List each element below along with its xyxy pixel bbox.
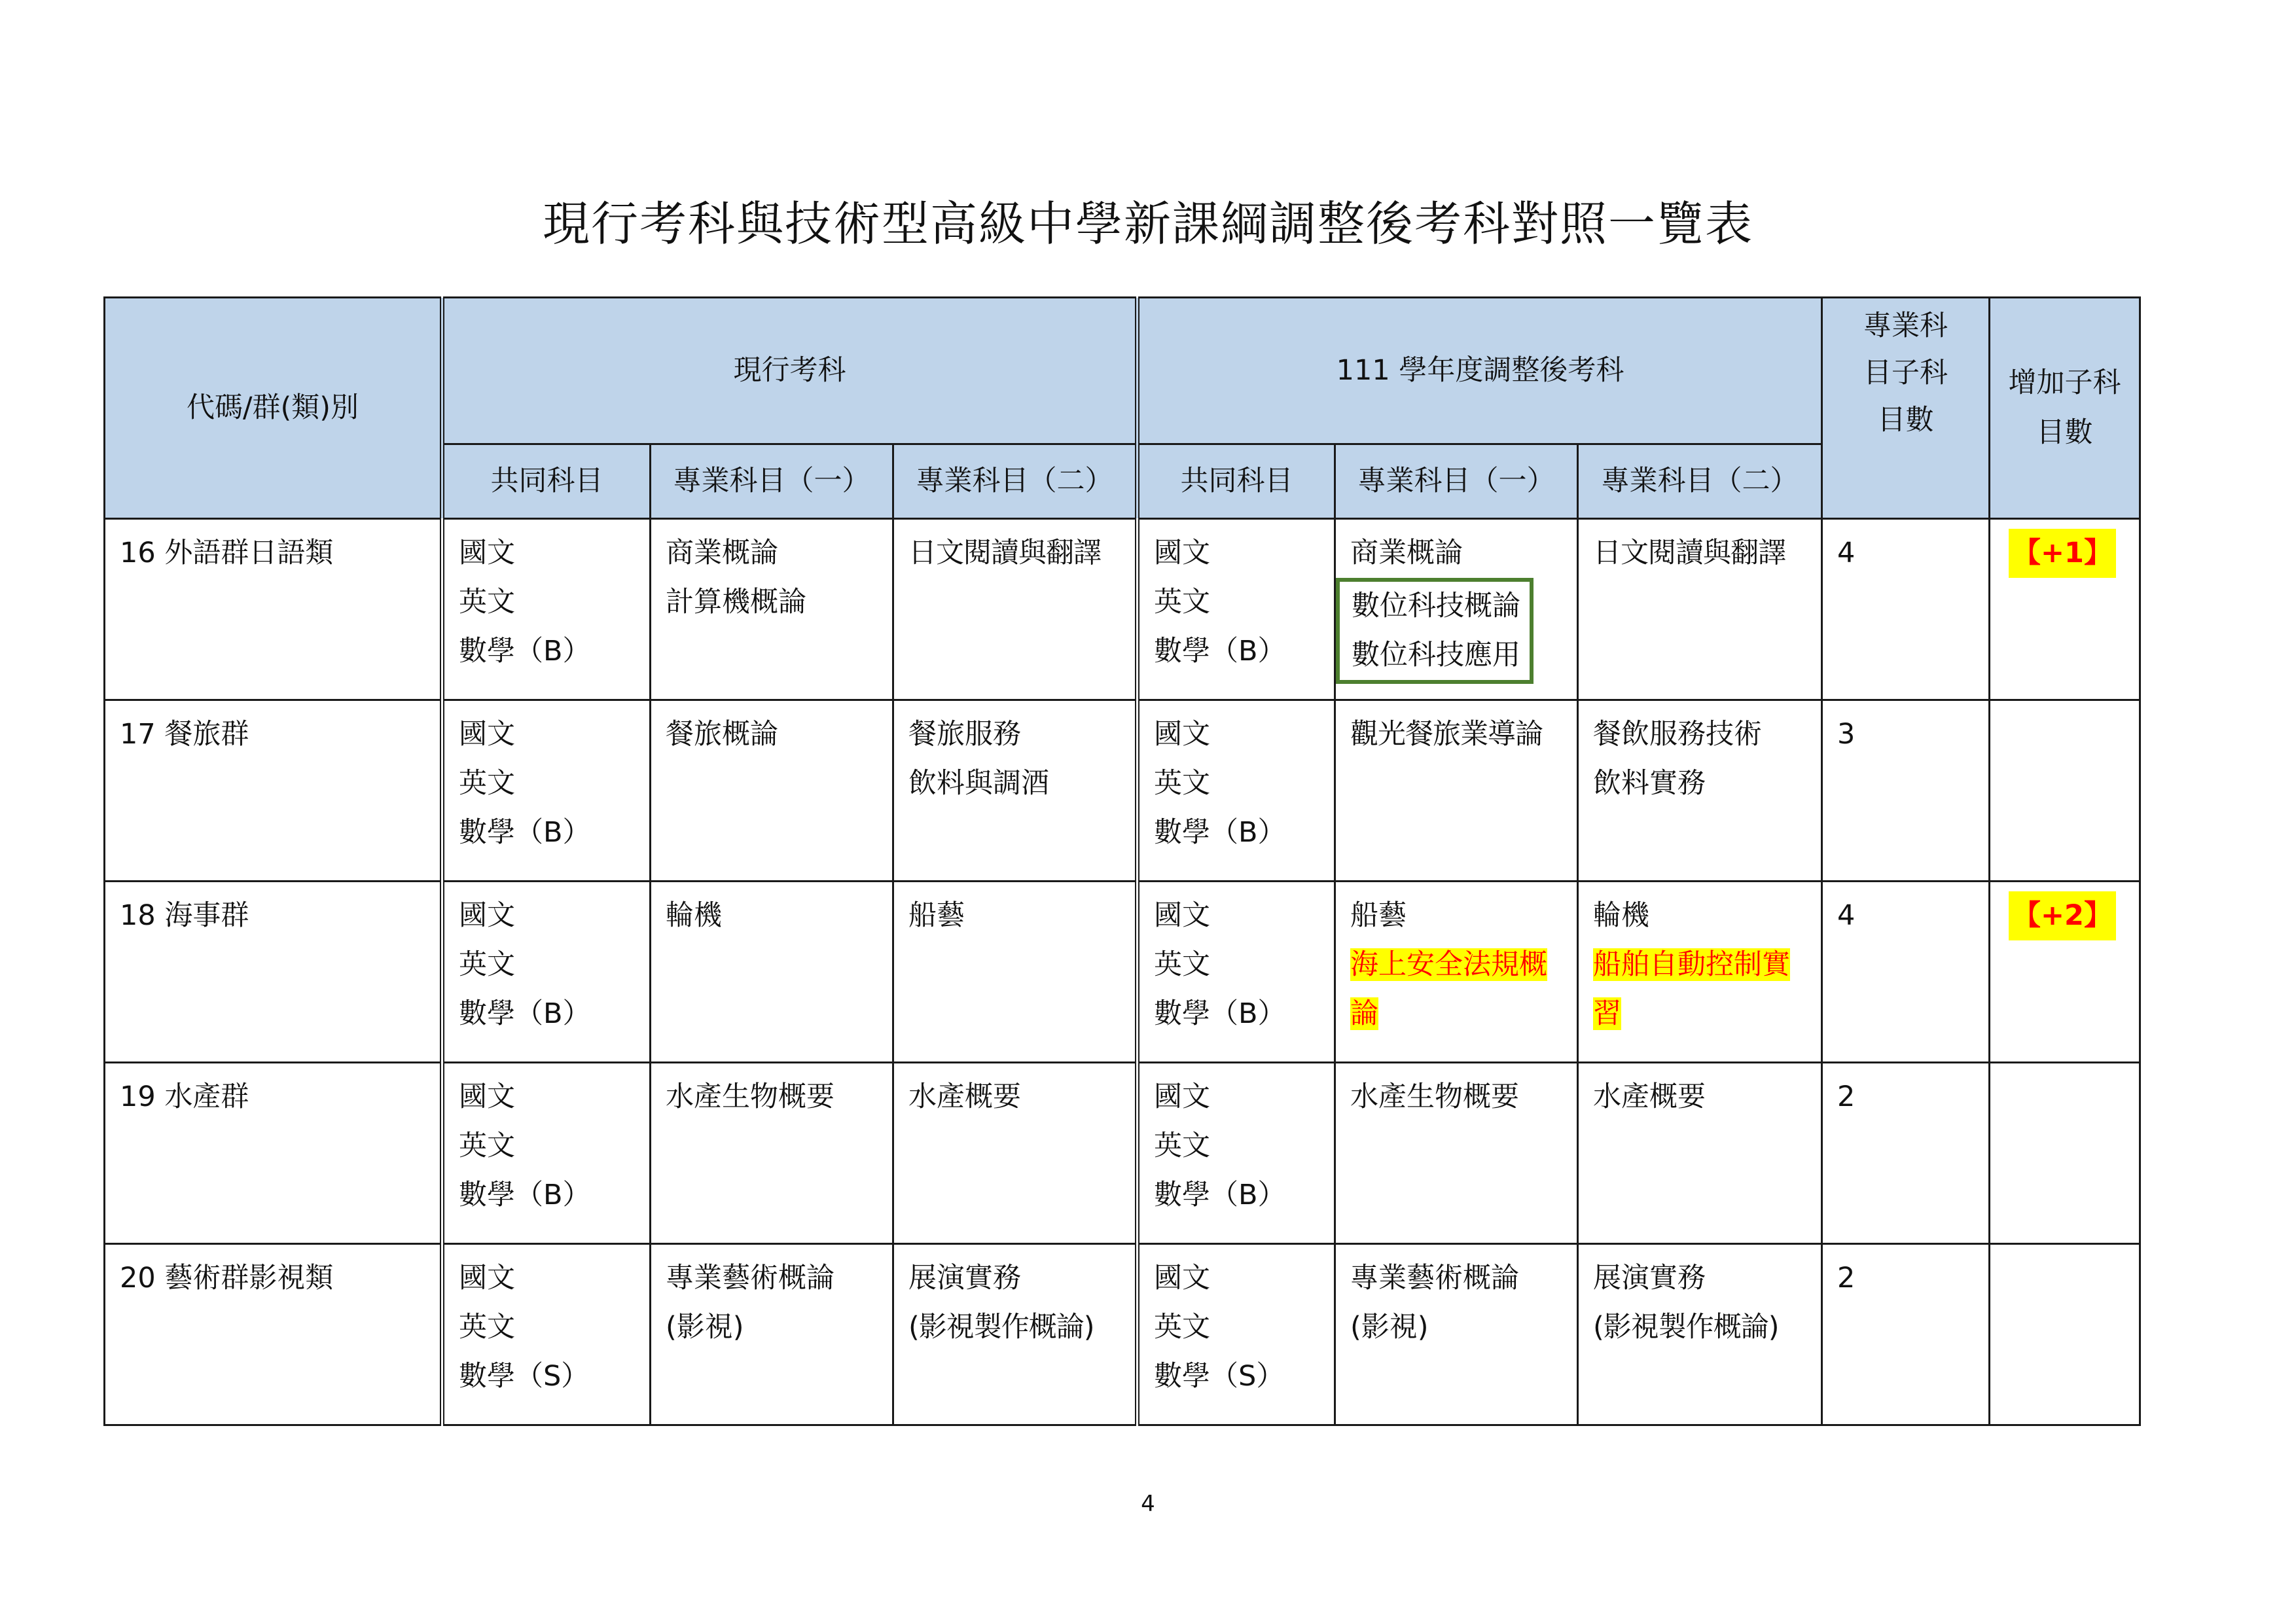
subject: 國文 [1154,1261,1211,1294]
subject: 數位科技應用 [1352,638,1521,671]
subject: 餐飲服務技術 [1593,717,1763,751]
group-label: 16 外語群日語類 [120,536,334,569]
subject: 日文閱讀與翻譯 [908,536,1101,569]
cell-added [1990,518,2140,700]
subject: 餐旅服務 [908,717,1021,751]
highlighted-subject: 船舶自動控制實習 [1593,948,1791,1030]
table-row [105,700,2140,881]
subject: 英文 [1154,585,1211,618]
subject: 數學（B） [459,815,591,849]
sub-count: 3 [1837,717,1856,751]
cell-count [1822,1243,1990,1425]
cell-new-common [1138,700,1335,881]
group-label: 20 藝術群影視類 [120,1261,334,1294]
cell-added [1990,1062,2140,1243]
header-cur-pro2: 專業科目（二） [893,444,1138,518]
subject: 展演實務 [908,1261,1021,1294]
highlighted-subject: 海上安全法規概論 [1350,948,1548,1030]
subject: 數學（B） [1154,1178,1286,1211]
cell-count [1822,700,1990,881]
subject: 英文 [1154,1310,1211,1344]
cell-count [1822,518,1990,700]
subject: 飲料與調酒 [908,766,1049,800]
new-subject-highlight [1593,940,1806,1039]
subject: 英文 [459,585,515,618]
subject: 國文 [459,717,515,751]
group-label: 17 餐旅群 [120,717,249,751]
cell-count [1822,881,1990,1062]
subject: 數學（B） [1154,815,1286,849]
subject: 英文 [459,948,515,981]
cell-added [1990,1243,2140,1425]
new-subject-box [1336,578,1534,684]
cell-new-pro1 [1335,518,1578,700]
cell-cur-pro2 [893,1062,1138,1243]
header-sub-count [1822,298,1990,444]
cell-cur-pro2 [893,700,1138,881]
subject: 船藝 [1350,899,1407,932]
added-badge: 【+2】 [2009,891,2116,940]
header-new-common: 共同科目 [1138,444,1335,518]
group-label: 19 水產群 [120,1080,249,1113]
cell-new-common [1138,1062,1335,1243]
cell-group [105,518,442,700]
cell-cur-pro1 [651,700,893,881]
subject: 展演實務 [1593,1261,1706,1294]
header-cur-pro1: 專業科目（一） [651,444,893,518]
cell-new-pro2 [1578,1062,1822,1243]
cell-new-pro2 [1578,1243,1822,1425]
subject: 商業概論 [666,536,778,569]
cell-cur-pro1 [651,1243,893,1425]
header-new-pro2: 專業科目（二） [1578,444,1822,518]
subject: 水產概要 [908,1080,1021,1113]
subject: 觀光餐旅業導論 [1350,717,1543,751]
subject: 國文 [459,536,515,569]
subject: 英文 [1154,1129,1211,1162]
cell-cur-common [442,700,651,881]
header-sub-count-empty [1822,444,1990,518]
comparison-table [103,296,2141,1426]
header-new-exam: 111 學年度調整後考科 [1138,298,1822,444]
subject: 國文 [1154,1080,1211,1113]
cell-cur-common [442,881,651,1062]
cell-new-common [1138,518,1335,700]
cell-cur-pro1 [651,881,893,1062]
subject: 英文 [459,1310,515,1344]
subject: (影視製作概論) [908,1310,1094,1344]
cell-new-pro1 [1335,1062,1578,1243]
subject: 專業藝術概論 [666,1261,834,1294]
subject: 專業藝術概論 [1350,1261,1520,1294]
header-code-group: 代碼/群(類)別 [105,298,442,519]
sub-count: 4 [1837,536,1856,569]
page-number: 4 [1141,1491,1155,1517]
cell-group [105,1062,442,1243]
subject: 數學（S） [459,1359,590,1393]
header-added-count-text: 增加子科目數 [2008,366,2121,450]
cell-cur-pro1 [651,1062,893,1243]
subject: 英文 [1154,766,1211,800]
cell-count [1822,1062,1990,1243]
cell-new-common [1138,881,1335,1062]
subject: 數學（B） [459,634,591,668]
cell-new-pro1 [1335,881,1578,1062]
cell-cur-pro2 [893,881,1138,1062]
cell-group [105,881,442,1062]
table-row [105,518,2140,700]
subject: 水產概要 [1593,1080,1706,1113]
cell-new-pro1 [1335,1243,1578,1425]
subject: 商業概論 [1350,536,1463,569]
subject: 數學（B） [459,997,591,1030]
subject: 國文 [1154,899,1211,932]
sub-count: 2 [1837,1261,1856,1294]
table-row [105,881,2140,1062]
subject: 數學（B） [1154,634,1286,668]
cell-new-pro2 [1578,700,1822,881]
header-current-exam: 現行考科 [442,298,1138,444]
header-sub-count-text: 專業科目子科目數 [1863,310,1948,437]
subject: 國文 [459,1080,515,1113]
subject: 計算機概論 [666,585,806,618]
subject: 國文 [459,899,515,932]
subject: 數學（S） [1154,1359,1285,1393]
subject: 國文 [1154,536,1211,569]
header-new-pro1: 專業科目（一） [1335,444,1578,518]
header-cur-common: 共同科目 [442,444,651,518]
cell-added [1990,700,2140,881]
sub-count: 4 [1837,899,1856,932]
cell-new-pro1 [1335,700,1578,881]
cell-new-pro2 [1578,518,1822,700]
cell-group [105,700,442,881]
subject: 飲料實務 [1593,766,1706,800]
cell-cur-common [442,518,651,700]
cell-cur-pro2 [893,1243,1138,1425]
subject: 輪機 [666,899,722,932]
added-badge: 【+1】 [2009,529,2116,578]
cell-cur-pro1 [651,518,893,700]
page-title: 現行考科與技術型高級中學新課綱調整後考科對照一覽表 [542,196,1753,251]
cell-added [1990,881,2140,1062]
table-row [105,1062,2140,1243]
cell-group [105,1243,442,1425]
subject: 日文閱讀與翻譯 [1593,536,1786,569]
cell-new-common [1138,1243,1335,1425]
subject: 數學（B） [459,1178,591,1211]
subject: 輪機 [1593,899,1650,932]
subject: 水產生物概要 [1350,1080,1520,1113]
header-added-count [1990,298,2140,519]
cell-new-pro2 [1578,881,1822,1062]
subject: (影視) [666,1310,744,1344]
subject: 水產生物概要 [666,1080,834,1113]
subject: 數學（B） [1154,997,1286,1030]
subject: 船藝 [908,899,965,932]
subject: (影視製作概論) [1593,1310,1779,1344]
subject: (影視) [1350,1310,1429,1344]
sub-count: 2 [1837,1080,1856,1113]
cell-cur-common [442,1062,651,1243]
subject: 國文 [459,1261,515,1294]
new-subject-highlight [1350,940,1562,1039]
subject: 英文 [459,766,515,800]
cell-cur-pro2 [893,518,1138,700]
subject: 餐旅概論 [666,717,778,751]
table-row [105,1243,2140,1425]
group-label: 18 海事群 [120,899,249,932]
cell-cur-common [442,1243,651,1425]
subject: 英文 [1154,948,1211,981]
subject: 數位科技概論 [1352,589,1521,622]
subject: 國文 [1154,717,1211,751]
subject: 英文 [459,1129,515,1162]
